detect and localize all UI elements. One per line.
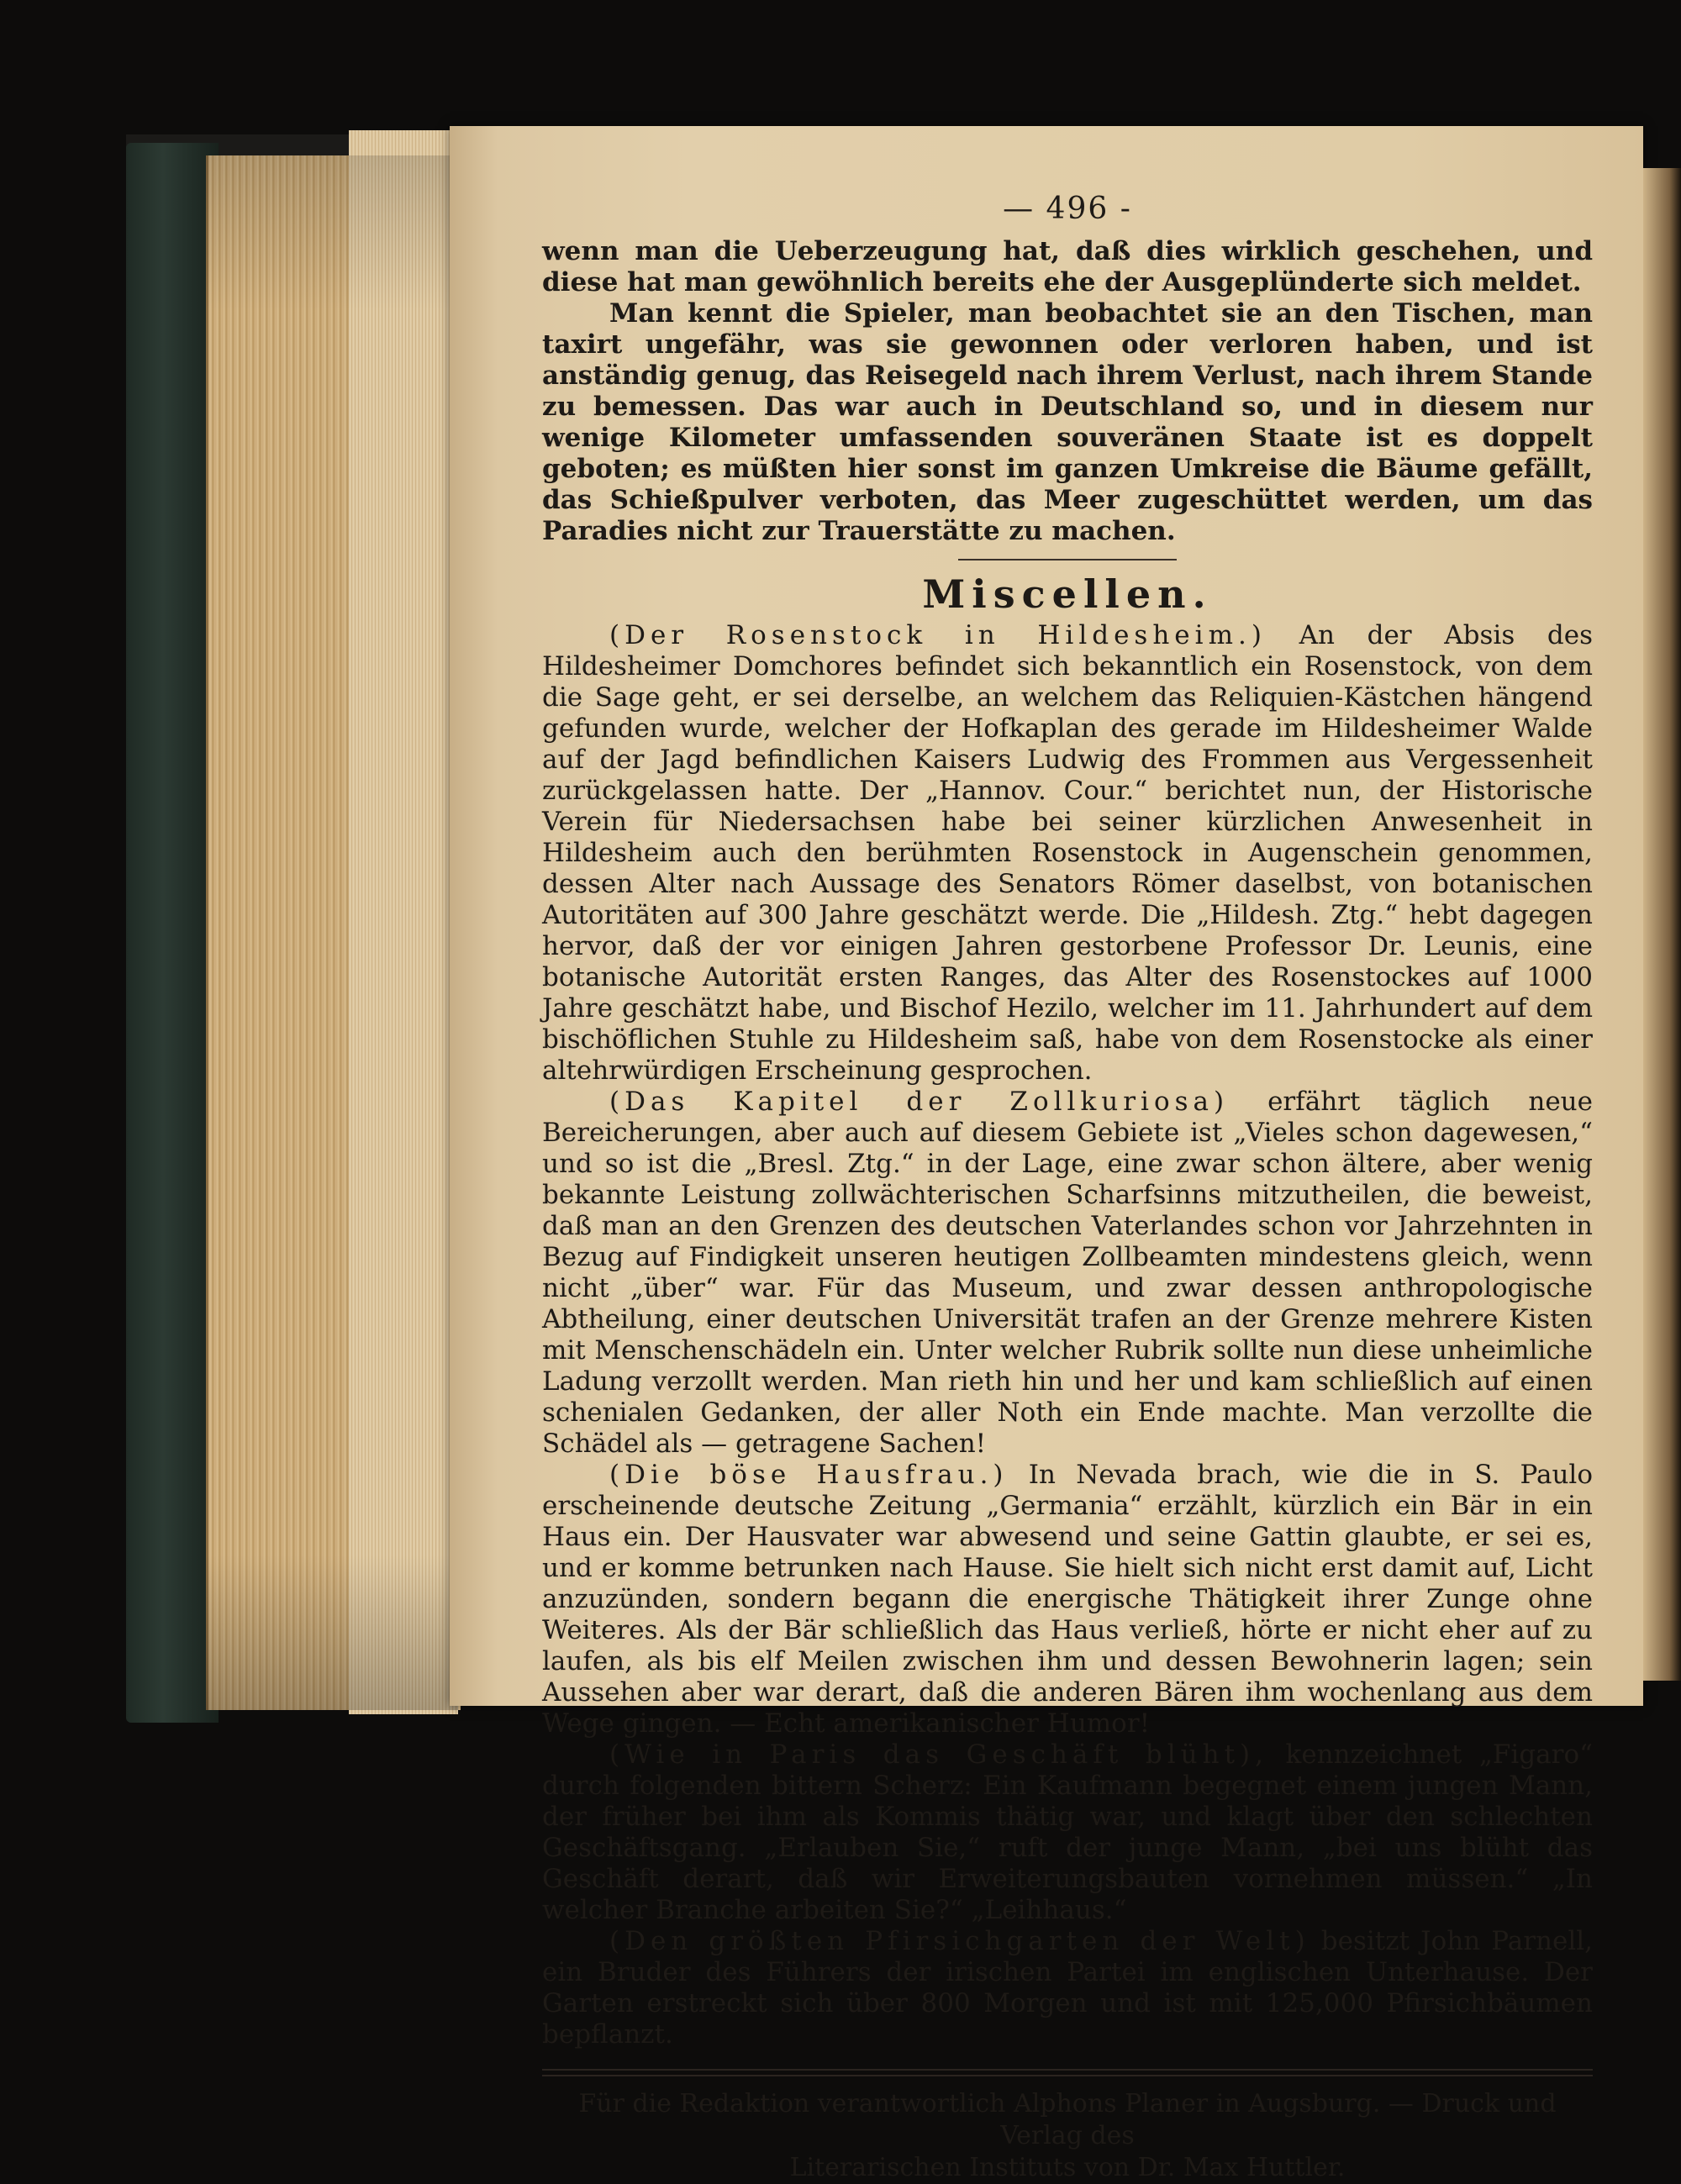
section-title: Miscellen. — [922, 571, 1213, 617]
item-heading: (Den größten Pfirsichgarten der Welt) — [609, 1926, 1310, 1956]
item-hausfrau — [542, 1460, 1593, 1739]
imprint — [542, 2088, 1593, 2184]
item-heading: (Die böse Hausfrau.) — [609, 1460, 1009, 1490]
item-pfirsichgarten — [542, 1926, 1593, 2050]
page-fore-edge-shadow — [206, 155, 458, 1710]
item-body: kennzeichnet „Figaro“ durch folgenden bittern Scherz: Ein Kaufmann begegnet einem jungen Mann, der früher bei ihm als Kommis thätig war, und klagt über den schlechten Geschäftsgang. „Erlauben Sie,“ ruft der junge Mann, „bei uns blüht das Geschäft derart, daß wir Erweiterungsbauten vornehmen müssen.“ „In welcher Branche arbeiten Sie?“ „Leihhaus.“ — [542, 1739, 1593, 1925]
item-body: erfährt täglich neue Bereicherungen, aber auch auf diesem Gebiete ist „Vieles schon dagewesen,“ und so ist die „Bresl. Ztg.“ in der Lage, eine zwar schon ältere, aber wenig bekannte Leistung zollwächterischen Scharfsinns mitzutheilen, die beweist, daß man an den Grenzen des deutschen Vaterlandes schon vor Jahrzehnten in Bezug auf Findigkeit unseren heutigen Zollbeamten mindestens gleich, wenn nicht „über“ war. Für das Museum, und zwar dessen anthropologische Abtheilung, einer deutschen Universität trafen an der Grenze mehrere Kisten mit Menschenschädeln ein. Unter welcher Rubrik sollte nun diese unheimliche Ladung verzollt werden. Man rieth hin und her und kam schließlich auf einen schenialen Gedanken, der aller Noth ein Ende machte. Man verzollte die Schädel als — getragene Sachen! — [542, 1087, 1593, 1459]
footer-rule — [542, 2069, 1593, 2076]
item-body: An der Absis des Hildesheimer Domchores befindet sich bekanntlich ein Rosenstock, von dem die Sage geht, er sei derselbe, an welchem das Reliquien-Kästchen hängend gefunden wurde, welcher der Hofkaplan des gerade im Hildesheimer Walde auf der Jagd befindlichen Kaisers Ludwig des Frommen aus Vergessenheit zurückgelassen hatte. Der „Hannov. Cour.“ berichtet nun, der Historische Verein für Niedersachsen habe bei seiner kürzlichen Anwesenheit in Hildesheim auch den berühmten Rosenstock in Augenschein genommen, dessen Alter nach Aussage des Senators Römer daselbst, von botanischen Autoritäten auf 300 Jahre geschätzt werde. Die „Hildesh. Ztg.“ hebt dagegen hervor, daß der vor einigen Jahren gestorbene Professor Dr. Leunis, eine botanische Autorität ersten Ranges, das Alter des Rosenstockes auf 1000 Jahre geschätzt habe, und Bischof Hezilo, welcher im 11. Jahrhundert auf dem bischöflichen Stuhle zu Hildesheim saß, habe von dem Rosenstocke als einer altehrwürdigen Erscheinung gesprochen. — [542, 620, 1593, 1086]
item-rosenstock — [542, 620, 1593, 1087]
item-heading: (Der Rosenstock in Hildesheim.) — [609, 620, 1267, 650]
imprint-line-2: Literarischen Instituts von Dr. Max Huttler. — [789, 2153, 1346, 2182]
intro-paragraph-1: wenn man die Ueberzeugung hat, daß dies wirklich geschehen, und diese hat man gewöhnlich bereits ehe der Ausgeplünderte sich meldet. — [542, 236, 1593, 297]
page-text — [542, 193, 1593, 2184]
page-number: — 496 - — [1003, 192, 1132, 226]
section-divider — [958, 559, 1177, 560]
item-heading: (Das Kapitel der Zollkuriosa) — [609, 1087, 1230, 1117]
imprint-line-1: Für die Redaktion verantwortlich Alphons Planer in Augsburg. — Druck und Verlag des — [578, 2089, 1557, 2150]
intro-paragraph-2: Man kennt die Spieler, man beobachtet sie an den Tischen, man taxirt ungefähr, was sie gewonnen oder verloren haben, und ist anständig genug, das Reisegeld nach ihrem Verlust, nach ihrem Stande zu bemessen. Das war auch in Deutschland so, und in diesem nur wenige Kilometer umfassenden souveränen Staate ist es doppelt geboten; es müßten hier sonst im ganzen Umkreise die Bäume gefällt, das Schießpulver verboten, das Meer zugeschüttet werden, um das Paradies nicht zur Trauerstätte zu machen. — [542, 298, 1593, 546]
item-paris — [542, 1739, 1593, 1926]
item-zollkuriosa — [542, 1087, 1593, 1460]
item-body: In Nevada brach, wie die in S. Paulo erscheinende deutsche Zeitung „Germania“ erzählt, kürzlich ein Bär in ein Haus ein. Der Hausvater war abwesend und seine Gattin glaubte, er sei es, und er komme betrunken nach Hause. Sie hielt sich nicht erst damit auf, Licht anzuzünden, sondern begann die energische Thätigkeit ihrer Zunge ohne Weiteres. Als der Bär schließlich das Haus verließ, hörte er nicht eher auf zu laufen, als bis elf Meilen zwischen ihm und dessen Bewohnerin lagen; sein Aussehen aber war derart, daß die anderen Bären ihm wochenlang aus dem Wege gingen. — Echt amerikanischer Humor! — [542, 1460, 1593, 1739]
facing-page-edge — [1643, 168, 1681, 1681]
item-heading: (Wie in Paris das Geschäft blüht), — [609, 1739, 1268, 1770]
book-cover-edge — [126, 143, 219, 1723]
item-body: besitzt John Parnell, ein Bruder des Führers der irischen Partei im englischen Unterhause. Der Garten erstreckt sich über 800 Morgen und ist mit 125,000 Pfirsichbäumen bepflanzt. — [542, 1926, 1594, 2050]
